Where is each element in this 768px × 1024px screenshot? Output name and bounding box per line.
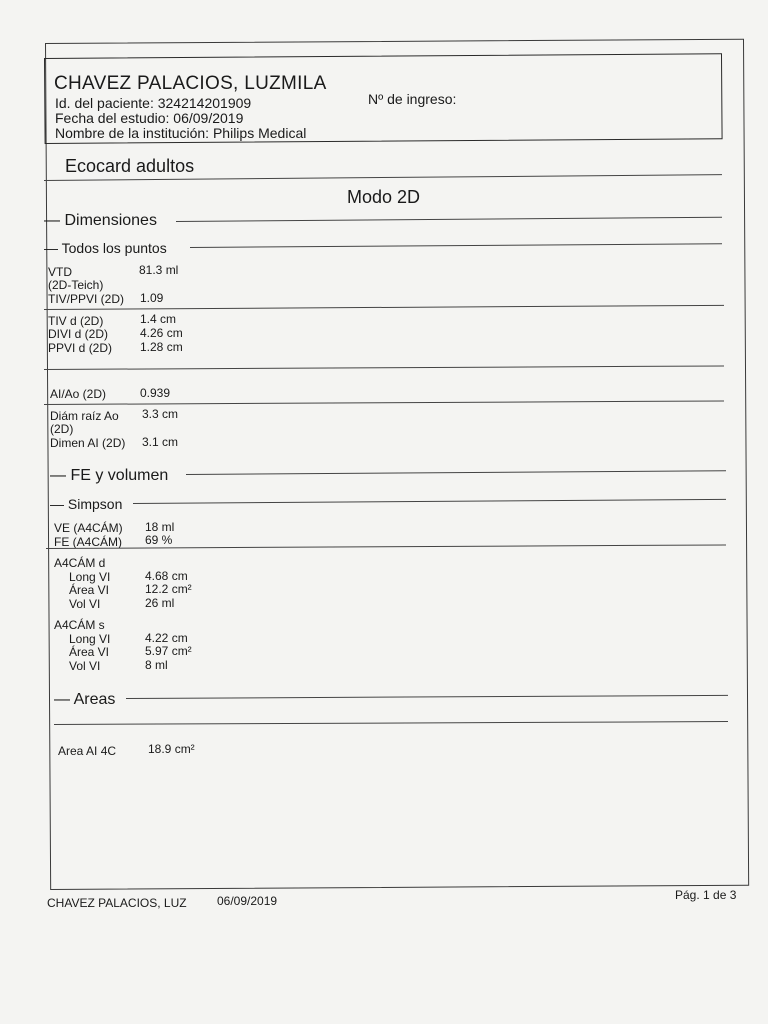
divi-value: 4.26 cm — [140, 326, 183, 340]
a4c-systole-group: A4CÁM s — [54, 618, 105, 632]
systole-long-value: 4.22 cm — [145, 631, 188, 645]
section-areas: — Areas — [54, 691, 116, 708]
systole-vol-value: 8 ml — [145, 658, 168, 672]
patient-id: Id. del paciente: 324214201909 — [55, 95, 252, 111]
diastole-area-label: Área VI — [69, 583, 110, 597]
systole-area-value: 5.97 cm² — [145, 644, 192, 658]
aortic-root-mode: (2D) — [50, 422, 74, 436]
section-dimensions: — Dimensiones — [44, 212, 157, 229]
aortic-root-label: Diám raíz Ao — [50, 409, 119, 423]
report-title: Ecocard adultos — [65, 156, 195, 176]
section-fe-volume-label: FE y volumen — [70, 467, 169, 484]
footer-patient-name: CHAVEZ PALACIOS, LUZ — [47, 896, 187, 910]
vtd-label: VTD — [48, 265, 72, 279]
aortic-root-value: 3.3 cm — [142, 407, 179, 421]
section-simpson-label: Simpson — [67, 496, 123, 512]
diastole-vol-label: Vol VI — [69, 597, 101, 611]
systole-vol-label: Vol VI — [69, 659, 101, 673]
fe-label: FE (A4CÁM) — [54, 535, 123, 549]
a4c-diastole-group: A4CÁM d — [54, 556, 106, 570]
area-ai-value: 18.9 cm² — [148, 742, 195, 756]
diastole-long-value: 4.68 cm — [145, 569, 188, 583]
ve-value: 18 ml — [145, 520, 175, 534]
section-simpson: — Simpson — [50, 496, 123, 512]
institution-name: Nombre de la institución: Philips Medical — [55, 125, 307, 141]
ppvi-label: PPVI d (2D) — [48, 341, 113, 355]
dimen-ai-value: 3.1 cm — [142, 435, 179, 449]
diastole-vol-value: 26 ml — [145, 596, 175, 610]
fe-value: 69 % — [145, 533, 173, 547]
systole-long-label: Long VI — [69, 632, 111, 646]
dimen-ai-label: Dimen AI (2D) — [50, 436, 126, 450]
section-fe-volume: — FE y volumen — [50, 467, 169, 484]
area-ai-label: Area AI 4C — [58, 744, 117, 758]
section-all-points-label: Todos los puntos — [61, 240, 167, 256]
section-dimensions-label: Dimensiones — [64, 212, 157, 229]
tiv-label: TIV d (2D) — [48, 314, 104, 328]
section-all-points: — Todos los puntos — [44, 240, 167, 256]
ppvi-value: 1.28 cm — [140, 340, 183, 354]
section-areas-label: Areas — [73, 691, 116, 708]
patient-name: CHAVEZ PALACIOS, LUZMILA — [54, 73, 327, 94]
divi-label: DIVI d (2D) — [48, 327, 109, 341]
systole-area-label: Área VI — [69, 645, 110, 659]
diastole-long-label: Long VI — [69, 570, 111, 584]
vtd-method: (2D-Teich) — [48, 278, 104, 292]
tiv-value: 1.4 cm — [140, 312, 177, 326]
tiv-ppvi-value: 1.09 — [140, 291, 164, 305]
ai-ao-value: 0.939 — [140, 386, 171, 400]
page-number: Pág. 1 de 3 — [675, 888, 737, 902]
mode-title: Modo 2D — [347, 187, 421, 207]
tiv-ppvi-label: TIV/PPVI (2D) — [48, 292, 125, 306]
diastole-area-value: 12.2 cm² — [145, 582, 192, 596]
ai-ao-label: AI/Ao (2D) — [50, 387, 107, 401]
ve-label: VE (A4CÁM) — [54, 521, 123, 535]
vtd-value: 81.3 ml — [139, 263, 179, 277]
study-date: Fecha del estudio: 06/09/2019 — [55, 110, 244, 126]
footer-date: 06/09/2019 — [217, 894, 278, 908]
admission-number-label: Nº de ingreso: — [368, 91, 457, 107]
